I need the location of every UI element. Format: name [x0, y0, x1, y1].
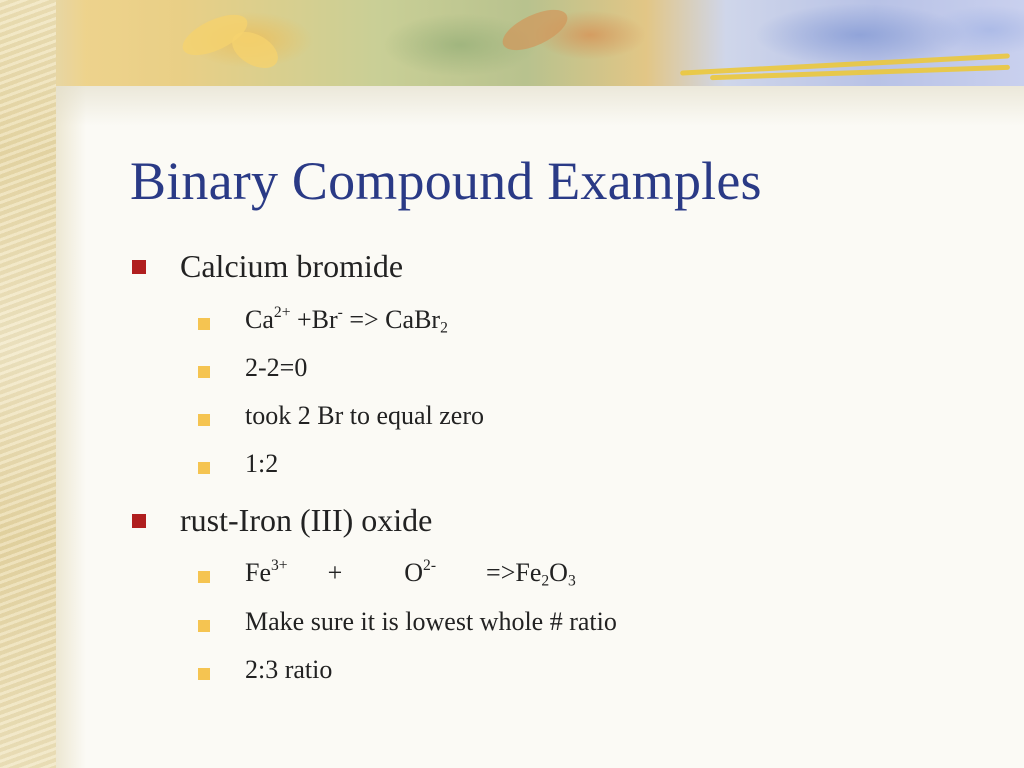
bullet-marker [132, 260, 146, 274]
sub-bullet-ratio: 1:2 [245, 449, 279, 478]
sub-bullet-ratio-result: 2:3 ratio [245, 655, 333, 684]
sub-bullet-marker [198, 414, 210, 426]
sub-bullet-marker [198, 668, 210, 680]
sub-bullet-marker [198, 462, 210, 474]
equation-iron-oxide: $Fe^{3+} + O^{2-} =>Fe_2O_3$ [245, 557, 576, 590]
sub-bullet-marker [198, 620, 210, 632]
sub-bullet-charge-sum: 2-2=0 [245, 353, 308, 382]
bullet-calcium-bromide: Calcium bromide [180, 248, 404, 284]
header-shadow [56, 86, 1024, 126]
decorative-collage-image [30, 0, 1024, 86]
sub-bullet-lowest-ratio: Make sure it is lowest whole # ratio [245, 607, 617, 636]
sub-bullet-marker [198, 571, 210, 583]
bullet-marker [132, 514, 146, 528]
sub-bullet-explanation: took 2 Br to equal zero [245, 401, 484, 430]
sub-bullet-marker [198, 318, 210, 330]
decorative-left-strip [0, 0, 56, 768]
sub-bullet-marker [198, 366, 210, 378]
bullet-iron-oxide: rust-Iron (III) oxide [180, 502, 433, 538]
equation-calcium-bromide: $Ca^{2+} +Br^-$ => CaBr$_2$ [245, 304, 448, 337]
slide-title: Binary Compound Examples [130, 151, 762, 211]
